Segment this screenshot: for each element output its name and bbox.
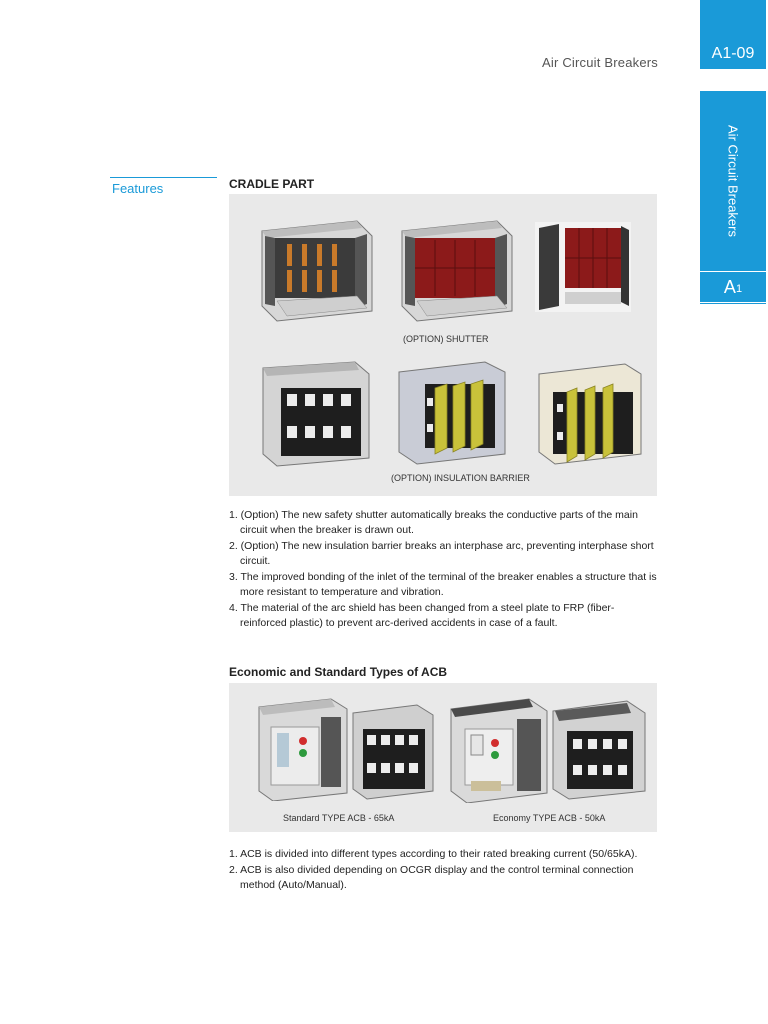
side-code-number: 1 [735, 283, 743, 295]
features-label: Features [112, 181, 164, 196]
header-title: Air Circuit Breakers [542, 55, 658, 70]
types-section-title: Economic and Standard Types of ACB [229, 665, 448, 679]
types-note-2: 2. ACB is also divided depending on OCGR display and the control terminal connection method (Auto/Manual). [229, 864, 634, 891]
types-notes-list [229, 847, 659, 894]
side-code-letter: A [723, 276, 736, 297]
side-section-code [700, 272, 766, 302]
cradle-image-barrier-light [533, 358, 645, 470]
features-rule [110, 177, 217, 178]
cradle-notes-list [229, 508, 659, 632]
cradle-note-4: 4. The material of the arc shield has been changed from a steel plate to FRP (fiber-reinforced plastic) to prevent arc-derived accidents in case of a fault. [229, 602, 615, 629]
cradle-section-title: CRADLE PART [229, 177, 315, 191]
standard-acb-back-image [351, 703, 435, 801]
cradle-note-2: 2. (Option) The new insulation barrier breaks an interphase arc, preventing interphase short circuit. [229, 540, 654, 567]
page-number: A1-09 [711, 44, 755, 62]
side-section-label: Air Circuit Breakers [725, 125, 741, 237]
cradle-image-standard [257, 216, 375, 324]
caption-standard-type: Standard TYPE ACB - 65kA [283, 813, 395, 823]
cradle-image-terminals [259, 358, 373, 470]
cradle-photo-panel [229, 194, 657, 496]
economy-acb-image [449, 697, 549, 803]
caption-economy-type: Economy TYPE ACB - 50kA [493, 813, 606, 823]
caption-barrier: (OPTION) INSULATION BARRIER [391, 473, 530, 483]
side-tab-rule [700, 303, 766, 304]
economy-acb-back-image [551, 699, 647, 801]
cradle-note-1: 1. (Option) The new safety shutter automatically breaks the conductive parts of the main circuit when the breaker is drawn out. [229, 509, 638, 536]
types-photo-panel [229, 683, 657, 832]
cradle-image-shutter-closeup [535, 222, 631, 312]
side-section-tab [700, 91, 766, 271]
caption-shutter: (OPTION) SHUTTER [403, 334, 489, 344]
cradle-image-shutter [397, 216, 515, 324]
standard-acb-image [257, 697, 349, 801]
page-number-tab [700, 0, 766, 69]
cradle-note-3: 3. The improved bonding of the inlet of the terminal of the breaker enables a structure that is more resistant to temperature and vibration. [229, 571, 657, 598]
types-note-1: 1. ACB is divided into different types according to their rated breaking current (50/65kA). [229, 848, 638, 860]
cradle-image-barrier [395, 358, 513, 470]
